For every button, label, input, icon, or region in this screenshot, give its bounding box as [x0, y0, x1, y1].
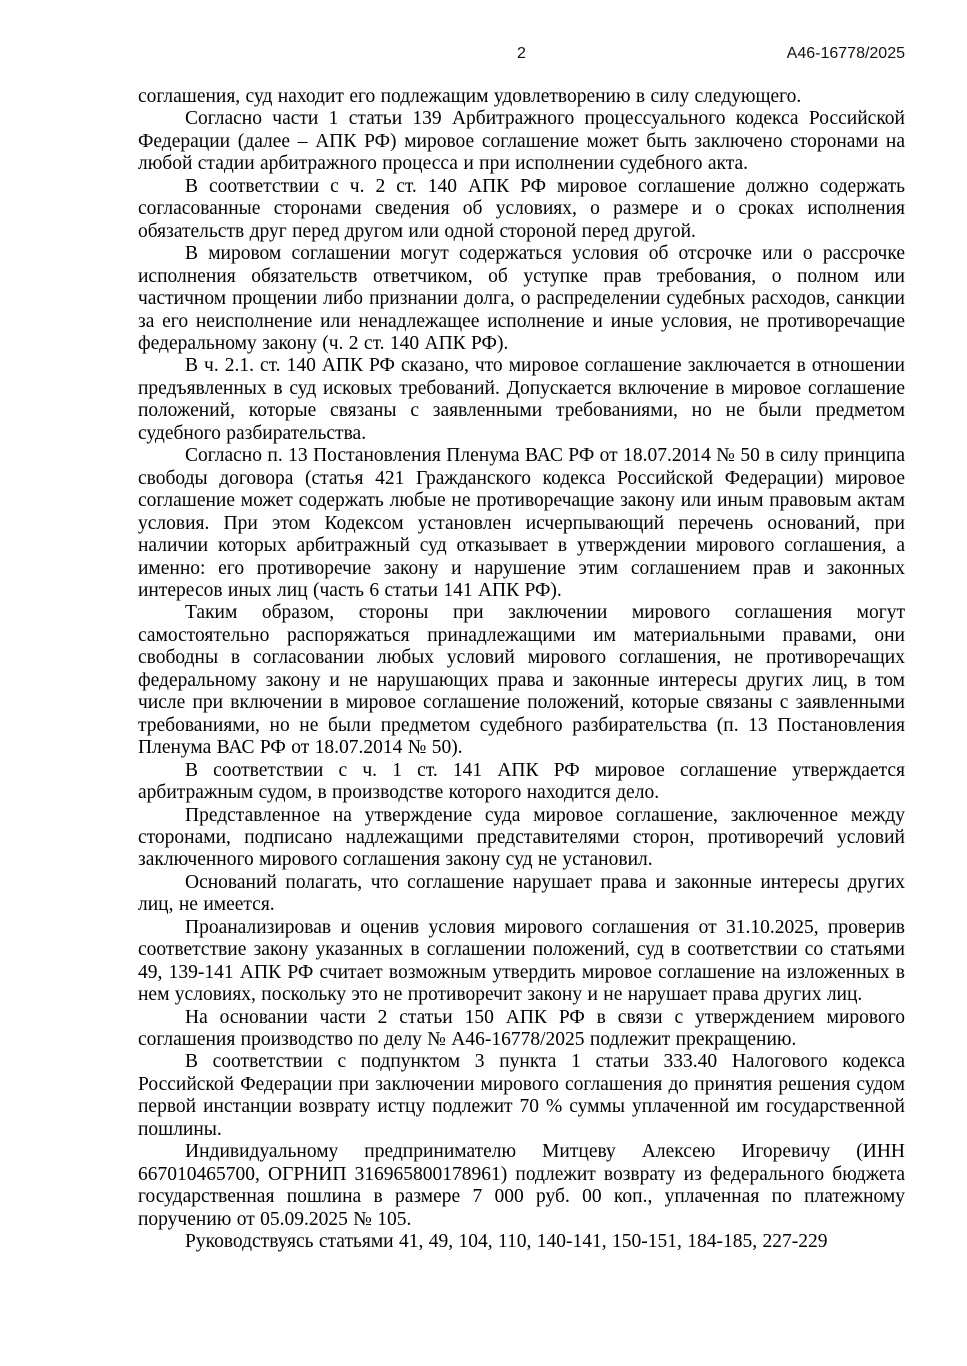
paragraph-case-termination: На основании части 2 статьи 150 АПК РФ в связи с утверждением мирового соглашения производство по делу № А46-16778/2025 подлежит прекращению. — [138, 1006, 905, 1051]
paragraph-apc-139: Согласно части 1 статьи 139 Арбитражного процессуального кодекса Российской Федерации (далее – АПК РФ) мировое соглашение может быть заключено сторонами на любой стадии арбитражного процесса и при исполнении судебного акта. — [138, 108, 905, 175]
paragraph-tax-code: В соответствии с подпунктом 3 пункта 1 статьи 333.40 Налогового кодекса Российской Федерации при заключении мирового соглашения до принятия решения судом первой инстанции возврату истцу подлежит 70 % суммы уплаченной им государственной пошлины. — [138, 1051, 905, 1140]
paragraph-no-violation: Оснований полагать, что соглашение нарушает права и законные интересы других лиц, не имеется. — [138, 871, 905, 916]
paragraph-approval: Проанализировав и оценив условия мирового соглашения от 31.10.2025, проверив соответствие закону указанных в соглашении положений, суд в соответствии со статьями 49, 139-141 АПК РФ считает возможным утвердить мировое соглашение на изложенных в нем условиях, поскольку это не противоречит закону и не нарушает права других лиц. — [138, 916, 905, 1006]
paragraph-apc-140-2: В соответствии с ч. 2 ст. 140 АПК РФ мировое соглашение должно содержать согласованные сторонами сведения об условиях, о размере и о сроках исполнения обязательств друг перед другом или одной стороной перед другой. — [138, 175, 905, 242]
paragraph-fee-refund: Индивидуальному предпринимателю Митцеву Алексею Игоревичу (ИНН 667010465700, ОГРНИП 316965800178961) подлежит возврату из федерального бюджета государственная пошлина в размере 7 000 руб. 00 коп., уплаченная по платежному поручению от 05.09.2025 № 105. — [138, 1141, 905, 1230]
paragraph-guided-by: Руководствуясь статьями 41, 49, 104, 110, 140-141, 150-151, 184-185, 227-229 — [185, 1231, 828, 1253]
paragraph-continuation: соглашения, суд находит его подлежащим удовлетворению в силу следующего. — [138, 86, 802, 107]
paragraph-court-review: Представленное на утверждение суда мировое соглашение, заключенное между сторонами, подписано надлежащими представителями сторон, противоречий условий заключенного мирового соглашения закону суд не установил. — [138, 804, 905, 871]
page-number: 2 — [517, 45, 526, 62]
document-body — [138, 86, 905, 1254]
paragraph-settlement-terms: В мировом соглашении могут содержаться условия об отсрочке или о рассрочке исполнения обязательств ответчиком, об уступке прав требования, о полном или частичном прощении либо признании долга, о распределении судебных расходов, санкции за его неисполнение или ненадлежащее исполнение и иные условия, не противоречащие федеральному закону (ч. 2 ст. 140 АПК РФ). — [138, 243, 905, 354]
case-number: А46-16778/2025 — [786, 45, 905, 62]
paragraph-apc-140-21: В ч. 2.1. ст. 140 АПК РФ сказано, что мировое соглашение заключается в отношении предъявленных в суд исковых требований. Допускается включение в мировое соглашение положений, которые связаны с заявленными требованиями, но не были предметом судебного разбирательства. — [138, 355, 905, 444]
paragraph-apc-141-1: В соответствии с ч. 1 ст. 141 АПК РФ мировое соглашение утверждается арбитражным судом, в производстве которого находится дело. — [138, 759, 905, 804]
paragraph-plenum-13: Согласно п. 13 Постановления Пленума ВАС РФ от 18.07.2014 № 50 в силу принципа свободы договора (статья 421 Гражданского кодекса Российской Федерации) мировое соглашение может содержать любые не противоречащие закону или иным правовым актам условия. При этом Кодексом установлен исчерпывающий перечень оснований, при наличии которых арбитражный суд отказывает в утверждении мирового соглашения, а именно: его противоречие закону и нарушение этим соглашением прав и законных интересов иных лиц (часть 6 статьи 141 АПК РФ). — [138, 445, 905, 601]
paragraph-parties-rights: Таким образом, стороны при заключении мирового соглашения могут самостоятельно распоряжаться принадлежащими им материальными правами, они свободны в согласовании любых условий мирового соглашения, не противоречащих федеральному закону и не нарушающих права и законные интересы других лиц, в том числе при включении в мировое соглашение положений, которые связаны с заявленными требованиями, но не были предметом судебного разбирательства (п. 13 Постановления Пленума ВАС РФ от 18.07.2014 № 50). — [138, 602, 905, 759]
page-header — [138, 45, 905, 65]
